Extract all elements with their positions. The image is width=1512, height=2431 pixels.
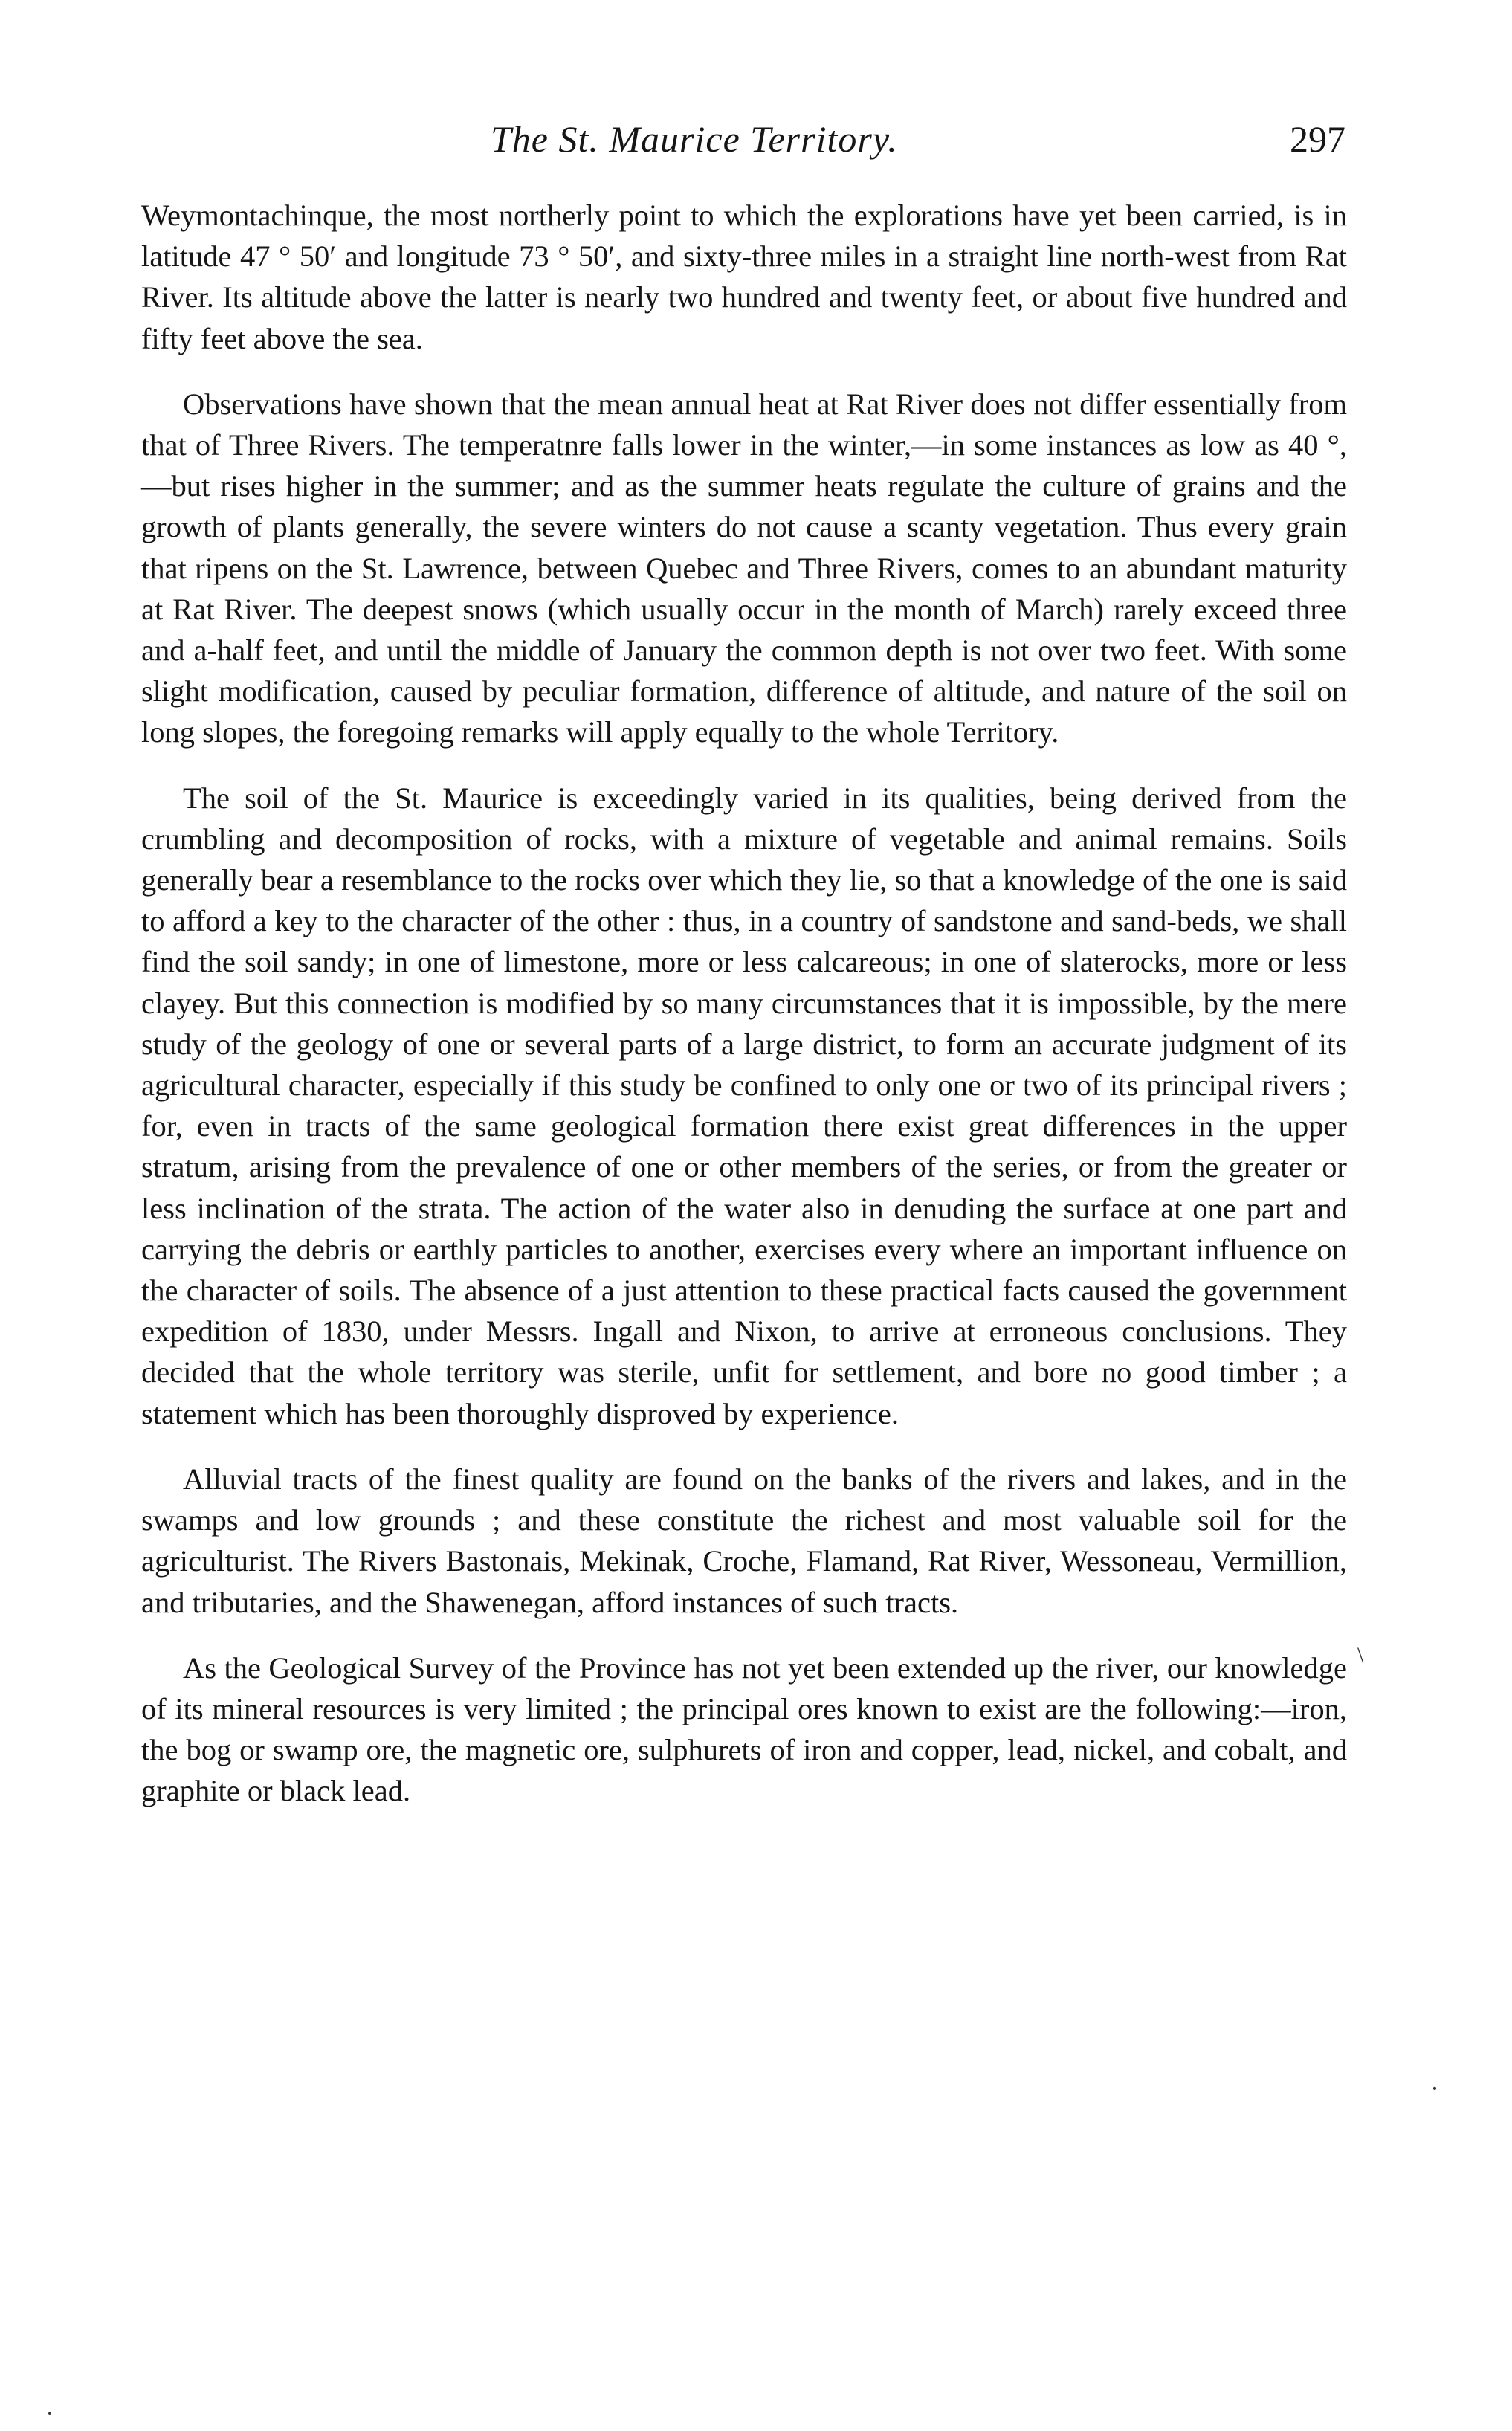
paragraph-weymontachinque: Weymontachinque, the most northerly point to which the explorations have yet been carried, is in latitude 47 ° 50′ and longitude 73 ° 50′, and sixty-three miles in a straight line north-west from Rat River. Its altitude above the latter is nearly two hundred and twenty feet, or about five hundred and fifty feet above the sea. [141,198,1347,355]
page-number: 297 [1290,118,1345,160]
paragraph-climate: Observations have shown that the mean annual heat at Rat River does not differ essentially from that of Three Rivers. The temperatnre falls lower in the winter,—in some instances as low as 40 °,—but rises higher in the summer; and as the summer heats regulate the culture of grains and the growth of plants generally, the severe winters do not cause a scanty vegetation. Thus every grain that ripens on the St. Lawrence, between Quebec and Three Rivers, comes to an abundant maturity at Rat River. The deepest snows (which usually occur in the month of March) rarely exceed three and a-half feet, and until the middle of January the common depth is not over two feet. With some slight modification, caused by peculiar formation, difference of altitude, and nature of the soil on long slopes, the foregoing remarks will apply equally to the whole Territory. [141,387,1347,749]
margin-mark: · [1430,2073,1439,2103]
paragraph-soil: The soil of the St. Maurice is exceedingly varied in its qualities, being derived from the crumbling and decomposition of rocks, with a mixture of vegetable and animal remains. Soils generally bear a resemblance to the rocks over which they lie, so that a knowledge of the one is said to afford a key to the character of the other : thus, in a country of sandstone and sand-beds, we shall find the soil sandy; in one of limestone, more or less calcareous; in one of slaterocks, more or less clayey. But this connection is modified by so many circumstances that it is impossible, by the mere study of the geology of one or several parts of a large district, to form an accurate judgment of its agricultural character, especially if this study be confined to only one or two of its principal rivers ; for, even in tracts of the same geological formation there exist great differences in the upper stratum, arising from the prevalence of one or other members of the series, or from the greater or less inclination of the strata. The action of the water also in denuding the surface at one part and carrying the debris or earthly particles to another, exercises every where an important influence on the character of soils. The absence of a just attention to these practical facts caused the government expedition of 1830, under Messrs. Ingall and Nixon, to arrive at erroneous conclusions. They decided that the whole territory was sterile, unfit for settlement, and bore no good timber ; a statement which has been thoroughly disproved by experience. [141,781,1347,1430]
margin-mark: \ [1357,1643,1364,1668]
margin-mark: · [46,2403,54,2426]
paragraph-minerals: As the Geological Survey of the Province has not yet been extended up the river, our knowledge of its mineral resources is very limited ; the principal ores known to exist are the following:—iron, the bog or swamp ore, the magnetic ore, sulphurets of iron and copper, lead, nickel, and cobalt, and graphite or black lead. [141,1650,1347,1808]
paragraph-alluvial-tracts: Alluvial tracts of the finest quality are found on the banks of the rivers and lakes, and in the swamps and low grounds ; and these constitute the richest and most valuable soil for the agriculturist. The Rivers Bastonais, Mekinak, Croche, Flamand, Rat River, Wessoneau, Vermillion, and tributaries, and the Shawenegan, afford instances of such tracts. [141,1462,1347,1619]
body-text [141,195,1347,1836]
running-head [141,117,1345,170]
running-title: The St. Maurice Territory. [491,118,898,160]
